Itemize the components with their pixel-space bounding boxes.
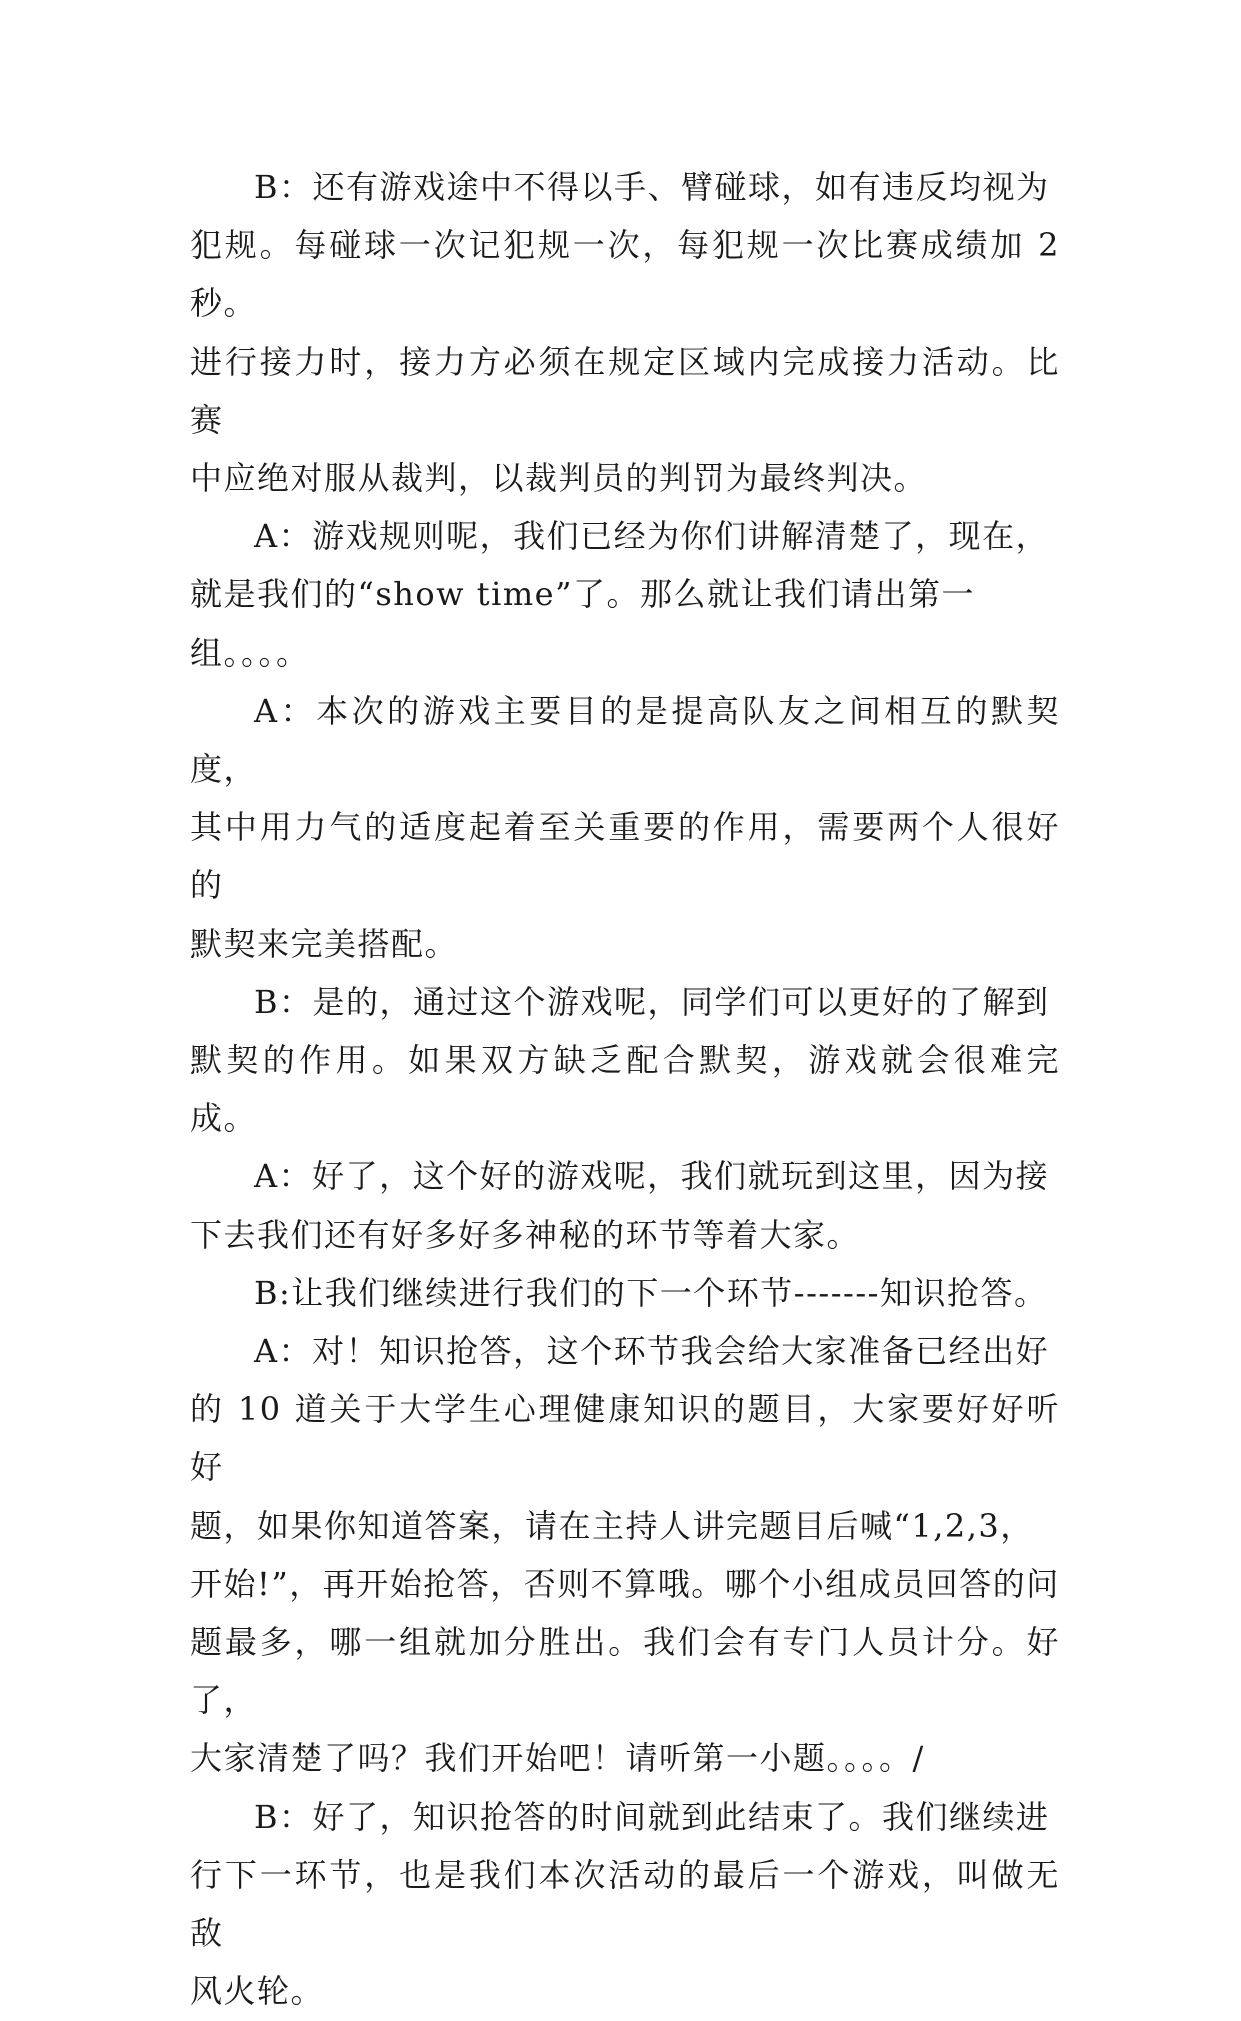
paragraph-7: A：对！知识抢答，这个环节我会给大家准备已经出好 的 10 道关于大学生心理健康知识的题目，大家要好好听好 题，如果你知道答案，请在主持人讲完题目后喊“1,2,3， 开始!”，再开始抢答，否则不算哦。哪个小组成员回答的问 题最多，哪一组就加分胜出。我们会有专门人员计分。好了， 大家清楚了吗？我们开始吧！请听第一小题。。。。/ [190, 1332, 1060, 1778]
paragraph-5: A：好了，这个好的游戏呢，我们就玩到这里，因为接 下去我们还有好多好多神秘的环节等着大家。 [190, 1157, 1050, 1254]
paragraph-6: B:让我们继续进行我们的下一个环节-------知识抢答。 [254, 1273, 1048, 1312]
paragraph-2: A：游戏规则呢，我们已经为你们讲解清楚了，现在， 就是我们的“show time”了。那么就让我们请出第一 组。。。。 [190, 517, 1050, 672]
paragraph-8: B：好了，知识抢答的时间就到此结束了。我们继续进 行下一环节，也是我们本次活动的最后一个游戏，叫做无敌 风火轮。 [190, 1797, 1060, 2011]
paragraph-3: A：本次的游戏主要目的是提高队友之间相互的默契度， 其中用力气的适度起着至关重要的作用，需要两个人很好的 默契来完美搭配。 [190, 691, 1060, 963]
paragraph-4: B：是的，通过这个游戏呢，同学们可以更好的了解到 默契的作用。如果双方缺乏配合默契，游戏就会很难完成。 [190, 982, 1060, 1138]
document-body [190, 158, 1060, 2021]
paragraph-1: B：还有游戏途中不得以手、臂碰球，如有违反均视为 犯规。每碰球一次记犯规一次，每犯规一次比赛成绩加 2 秒。 进行接力时，接力方必须在规定区域内完成接力活动。比赛 中应绝对服从裁判，以裁判员的判罚为最终判决。 [190, 168, 1060, 498]
